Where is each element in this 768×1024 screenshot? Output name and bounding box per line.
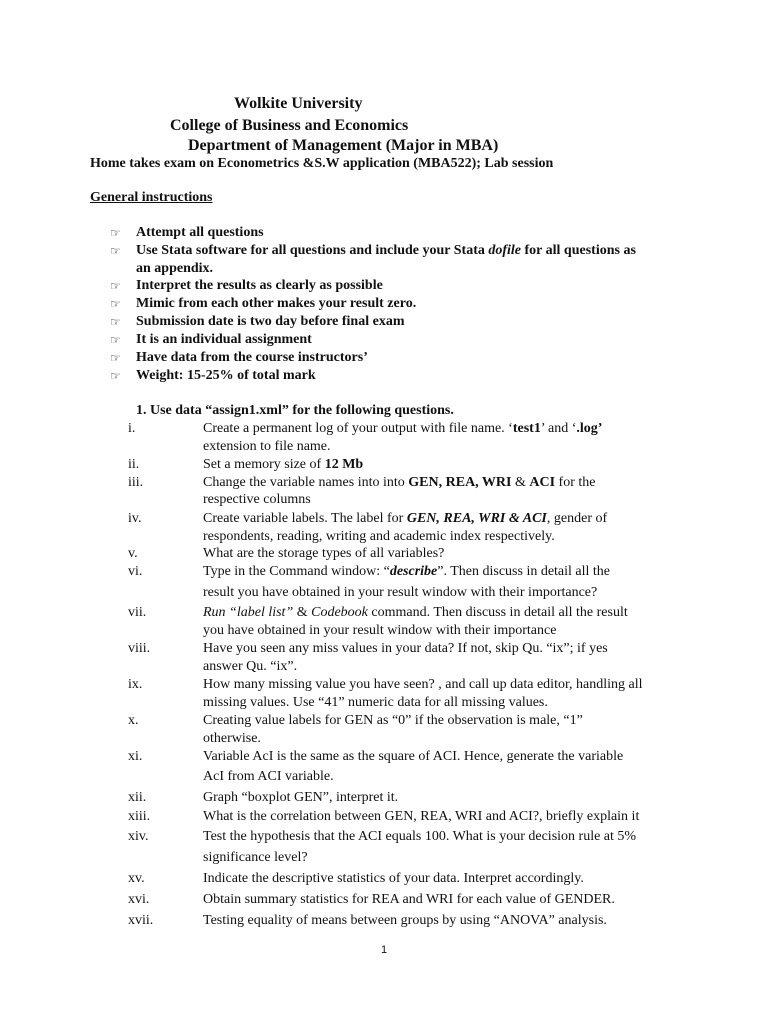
question-item: [203, 563, 610, 581]
question-item: What are the storage types of all variables?: [203, 546, 445, 561]
item-text: &: [293, 605, 312, 620]
question-item: [203, 474, 595, 492]
instructions-title: General instructions: [90, 190, 213, 205]
item-text: &: [511, 475, 530, 490]
item-continuation: significance level?: [203, 850, 308, 865]
item-continuation: you have obtained in your result window with their importance: [203, 623, 557, 638]
item-bold-italic: describe: [389, 564, 438, 579]
item-continuation: extension to file name.: [203, 439, 331, 454]
question-item: How many missing value you have seen? , and call up data editor, handling all: [203, 677, 643, 692]
item-continuation: result you have obtained in your result window with their importance?: [203, 585, 598, 600]
item-numeral: x.: [128, 713, 139, 728]
question-heading: 1. Use data “assign1.xml” for the following questions.: [136, 403, 454, 418]
item-text: Type in the Command window: “: [203, 564, 390, 579]
item-numeral: xvi.: [128, 892, 150, 907]
pointing-hand-icon: ☞: [110, 333, 121, 347]
item-continuation: respondents, reading, writing and academic index respectively.: [203, 529, 555, 544]
item-continuation: AcI from ACI variable.: [203, 769, 334, 784]
item-numeral: xv.: [128, 871, 145, 886]
pointing-hand-icon: ☞: [110, 279, 121, 293]
item-numeral: vii.: [128, 605, 147, 620]
question-item: Variable AcI is the same as the square of ACI. Hence, generate the variable: [203, 749, 624, 764]
item-bold-italic: GEN, REA, WRI & ACI: [406, 511, 547, 526]
question-item: [203, 604, 628, 622]
college-name: College of Business and Economics: [170, 117, 409, 134]
item-bold: GEN, REA, WRI: [408, 475, 512, 490]
item-text: Set a memory size of: [203, 457, 325, 472]
item-numeral: v.: [128, 546, 138, 561]
question-item: [203, 420, 602, 438]
pointing-hand-icon: ☞: [110, 297, 121, 311]
list-item: Interpret the results as clearly as possible: [136, 278, 383, 293]
item-numeral: vi.: [128, 564, 143, 579]
item-numeral: xiii.: [128, 809, 151, 824]
question-item: Indicate the descriptive statistics of your data. Interpret accordingly.: [203, 871, 584, 886]
list-item: [136, 242, 636, 260]
item-text: command. Then discuss in detail all the result: [367, 605, 628, 620]
list-item-text: Use Stata software for all questions and include your Stata: [136, 243, 489, 258]
item-numeral: iii.: [128, 475, 144, 490]
item-text: , gender of: [546, 511, 608, 526]
list-item: Weight: 15-25% of total mark: [136, 368, 316, 383]
item-continuation: missing values. Use “41” numeric data for all missing values.: [203, 695, 548, 710]
question-item: Creating value labels for GEN as “0” if the observation is male, “1”: [203, 713, 583, 728]
question-item: Graph “boxplot GEN”, interpret it.: [203, 790, 399, 805]
item-italic: Run “label list”: [203, 605, 294, 620]
item-continuation: otherwise.: [203, 731, 261, 746]
item-numeral: viii.: [128, 641, 151, 656]
pointing-hand-icon: ☞: [110, 315, 121, 329]
item-text: Create a permanent log of your output with file name. ‘: [203, 421, 513, 436]
item-numeral: xi.: [128, 749, 143, 764]
item-continuation: answer Qu. “ix”.: [203, 659, 298, 674]
pointing-hand-icon: ☞: [110, 369, 121, 383]
pointing-hand-icon: ☞: [110, 244, 121, 258]
item-italic: Codebook: [311, 605, 368, 620]
list-item: Submission date is two day before final exam: [136, 314, 405, 329]
question-item: Have you seen any miss values in your data? If not, skip Qu. “ix”; if yes: [203, 641, 608, 656]
item-numeral: ix.: [128, 677, 143, 692]
list-item: Attempt all questions: [136, 225, 264, 240]
item-bold: .log’: [576, 421, 603, 436]
list-item-text: for all questions as: [521, 243, 636, 258]
item-text: Change the variable names into into: [203, 475, 409, 490]
list-item: Have data from the course instructors’: [136, 350, 368, 365]
list-item: Mimic from each other makes your result zero.: [136, 296, 417, 311]
item-text: ’ and ‘: [540, 421, 577, 436]
list-item-continuation: an appendix.: [136, 261, 214, 276]
item-numeral: xvii.: [128, 913, 154, 928]
item-numeral: iv.: [128, 511, 142, 526]
question-item: [203, 510, 607, 528]
page-number: 1: [380, 944, 388, 956]
list-item-italic: dofile: [488, 243, 522, 258]
item-numeral: xiv.: [128, 829, 149, 844]
department-name: Department of Management (Major in MBA): [188, 137, 499, 154]
question-item: Testing equality of means between groups by using “ANOVA” analysis.: [203, 913, 607, 928]
pointing-hand-icon: ☞: [110, 226, 121, 240]
item-bold: 12 Mb: [324, 457, 364, 472]
question-item: [203, 456, 363, 474]
item-numeral: i.: [128, 421, 136, 436]
university-name: Wolkite University: [234, 95, 363, 112]
question-item: Obtain summary statistics for REA and WRI for each value of GENDER.: [203, 892, 615, 907]
item-bold: test1: [512, 421, 541, 436]
item-text: for the: [555, 475, 596, 490]
question-item: What is the correlation between GEN, REA, WRI and ACI?, briefly explain it: [203, 809, 640, 824]
item-numeral: ii.: [128, 457, 140, 472]
question-item: Test the hypothesis that the ACI equals 100. What is your decision rule at 5%: [203, 829, 637, 844]
item-text: Create variable labels. The label for: [203, 511, 407, 526]
item-bold: ACI: [529, 475, 556, 490]
item-text: ”. Then discuss in detail all the: [437, 564, 611, 579]
item-numeral: xii.: [128, 790, 147, 805]
list-item: It is an individual assignment: [136, 332, 312, 347]
item-continuation: respective columns: [203, 492, 311, 507]
pointing-hand-icon: ☞: [110, 351, 121, 365]
exam-title: Home takes exam on Econometrics &S.W application (MBA522); Lab session: [90, 156, 554, 171]
